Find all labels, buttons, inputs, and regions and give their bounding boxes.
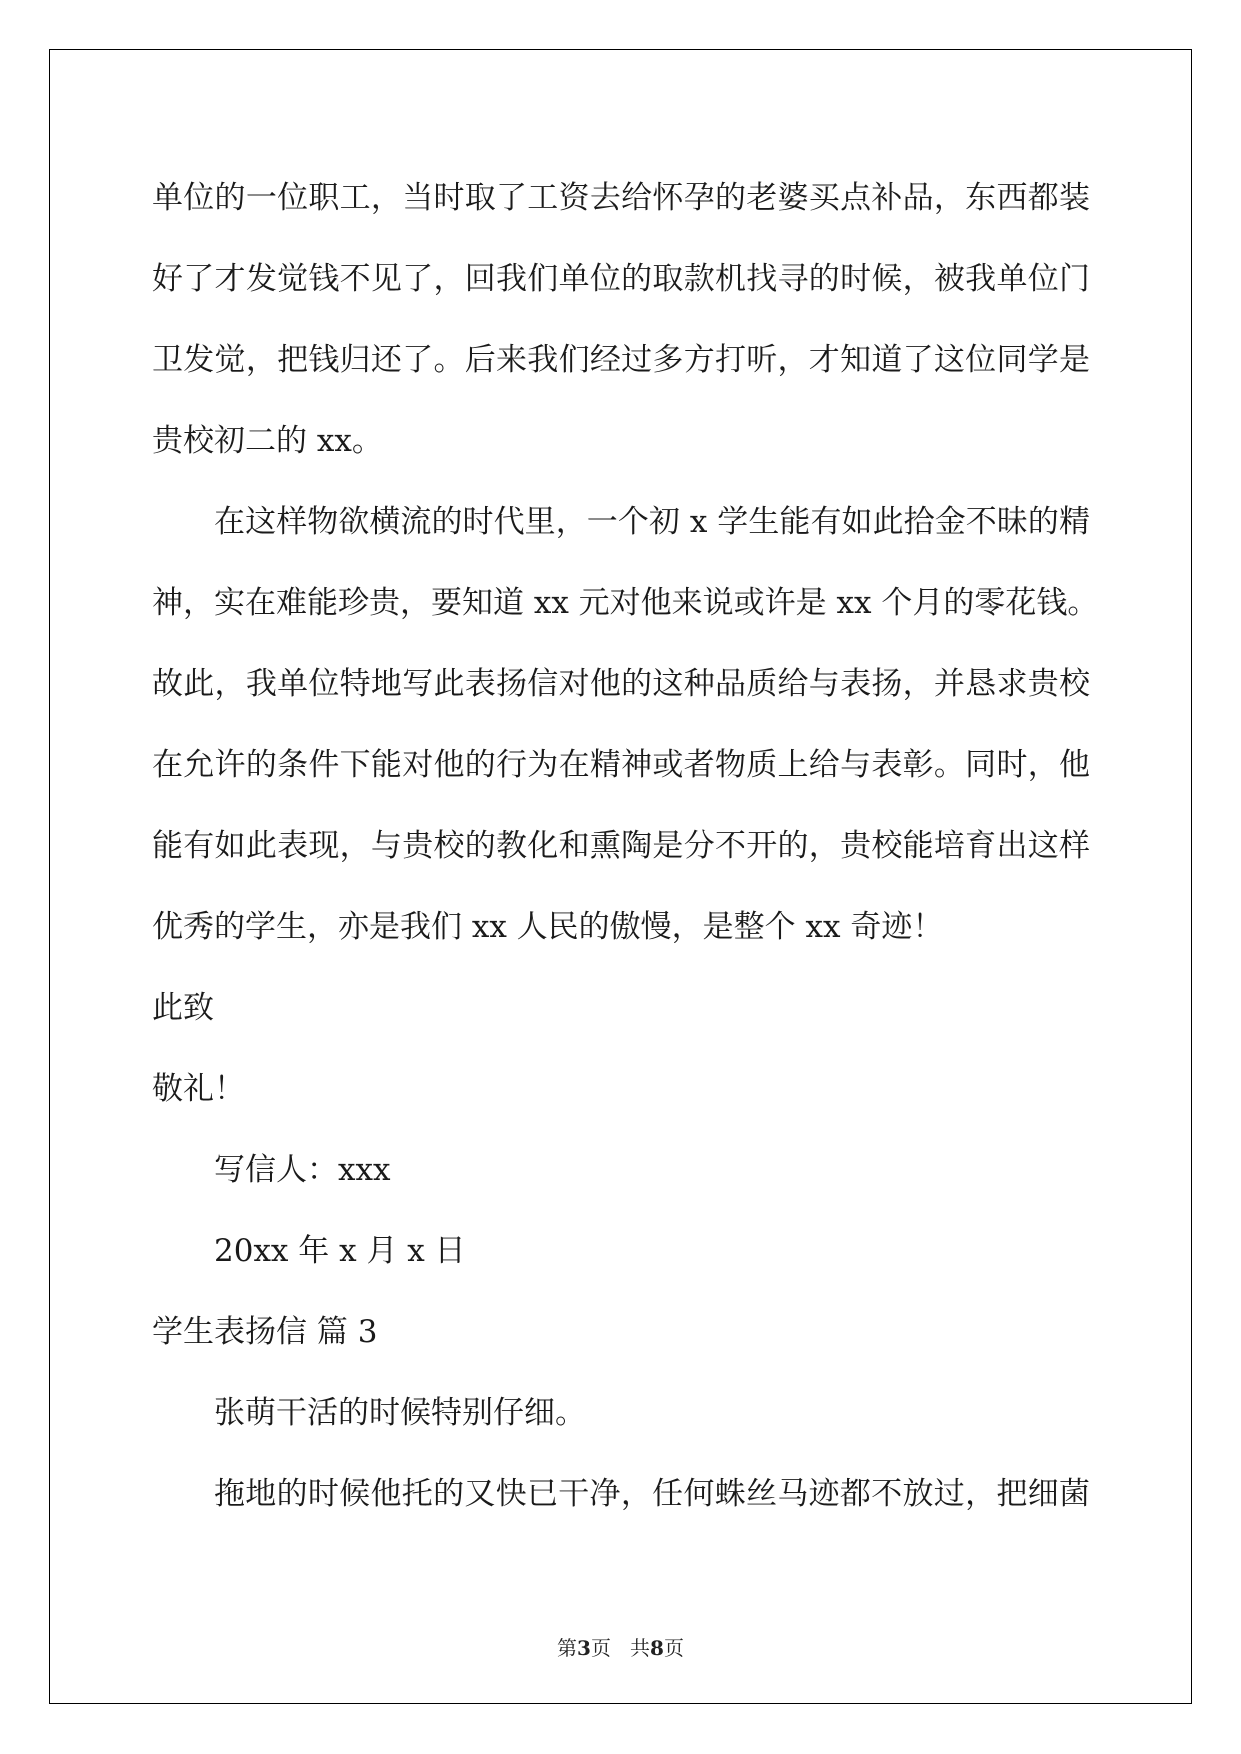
text-line: 贵校初二的 xx。 xyxy=(152,423,383,459)
text-line: 单位的一位职工，当时取了工资去给怀孕的老婆买点补品，东西都装 xyxy=(152,180,1090,216)
text-line: 能有如此表现，与贵校的教化和熏陶是分不开的，贵校能培育出这样 xyxy=(152,828,1090,864)
salutation-regards: 敬礼！ xyxy=(152,1071,245,1107)
signature-writer: 写信人：xxx xyxy=(214,1152,391,1188)
document-body xyxy=(152,158,1099,1535)
total-page-number: 8 xyxy=(650,1636,664,1660)
footer-middle: 页 共 xyxy=(590,1636,651,1660)
text-line: 在允许的条件下能对他的行为在精神或者物质上给与表彰。同时，他 xyxy=(152,747,1090,783)
text-line: 优秀的学生，亦是我们 xx 人民的傲慢，是整个 xx 奇迹！ xyxy=(152,909,944,945)
text-line: 故此，我单位特地写此表扬信对他的这种品质给与表扬，并恳求贵校 xyxy=(152,666,1090,702)
footer-suffix: 页 xyxy=(663,1636,684,1660)
paragraph-start-line: 张萌干活的时候特别仔细。 xyxy=(214,1395,586,1431)
footer-prefix: 第 xyxy=(557,1636,578,1660)
page-footer xyxy=(0,1632,1241,1661)
salutation-closing: 此致 xyxy=(152,990,214,1026)
text-line: 卫发觉，把钱归还了。后来我们经过多方打听，才知道了这位同学是 xyxy=(152,342,1090,378)
current-page-number: 3 xyxy=(577,1636,591,1660)
text-line: 神，实在难能珍贵，要知道 xx 元对他来说或许是 xx 个月的零花钱。 xyxy=(152,585,1099,621)
paragraph-start-line: 拖地的时候他托的又快已干净，任何蛛丝马迹都不放过，把细菌 xyxy=(214,1476,1090,1512)
paragraph-start-line: 在这样物欲横流的时代里，一个初 x 学生能有如此拾金不昧的精 xyxy=(214,504,1090,540)
text-line: 好了才发觉钱不见了，回我们单位的取款机找寻的时候，被我单位门 xyxy=(152,261,1090,297)
signature-date: 20xx 年 x 月 x 日 xyxy=(214,1233,466,1269)
section-heading: 学生表扬信 篇 3 xyxy=(152,1314,378,1350)
